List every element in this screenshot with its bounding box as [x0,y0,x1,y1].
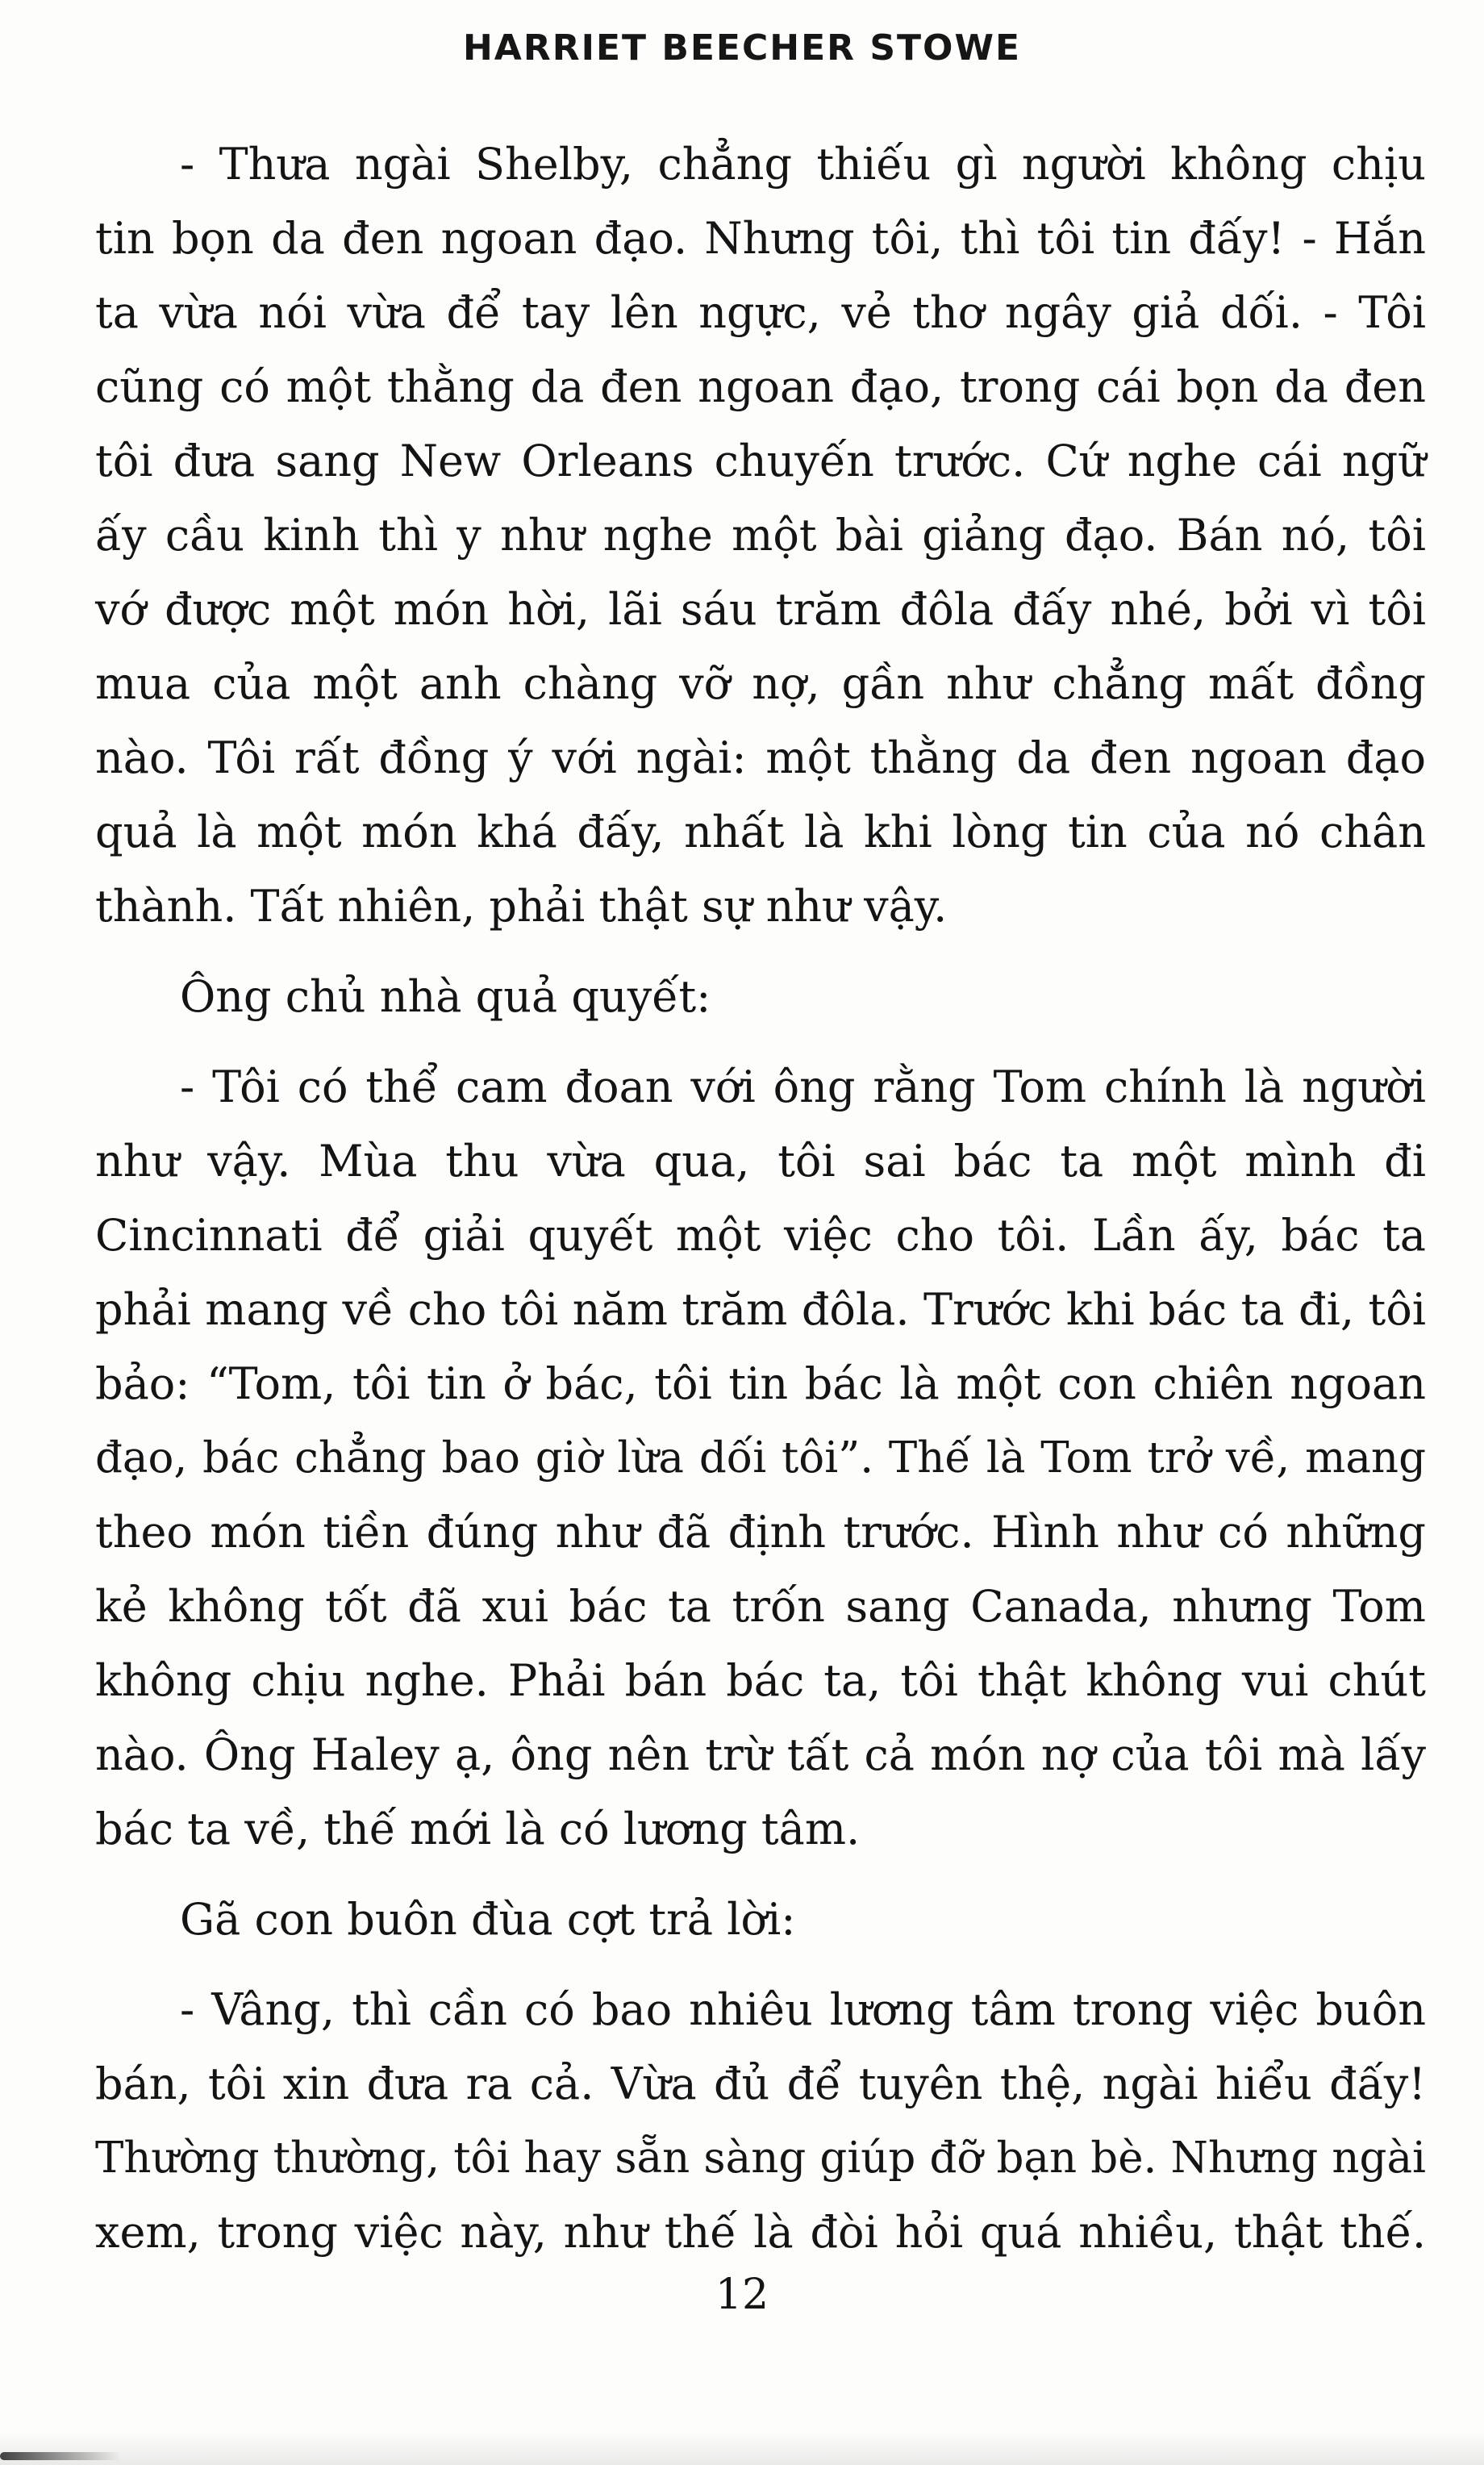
page-number: 12 [715,2271,769,2319]
text-line: bác ta về, thế mới là có lương tâm. [95,1804,861,1854]
text-line: quả là một món khá đấy, nhất là khi lòng tin của nó chân [95,807,1426,857]
text-line: như vậy. Mùa thu vừa qua, tôi sai bác ta một mình đi [95,1136,1426,1187]
text-line: - Thưa ngài Shelby, chẳng thiếu gì người không chịu [180,139,1426,190]
paragraph-gap [95,1034,1426,1050]
paragraph [95,960,1426,1034]
text-line: không chịu nghe. Phải bán bác ta, tôi thật không vui chút [95,1655,1426,1706]
paragraph [95,1050,1426,1866]
text-line: tôi đưa sang New Orleans chuyến trước. Cứ nghe cái ngữ [95,436,1426,486]
body-text [95,127,1426,2270]
text-line: kẻ không tốt đã xui bác ta trốn sang Canada, nhưng Tom [95,1581,1426,1632]
page-corner-mark [0,2452,121,2460]
text-line: Thường thường, tôi hay sẵn sàng giúp đỡ bạn bè. Nhưng ngài [95,2133,1426,2183]
text-line: - Vâng, thì cần có bao nhiêu lương tâm trong việc buôn [180,1984,1426,2035]
paragraph-gap [95,1957,1426,1973]
paragraph [95,1973,1426,2270]
paragraph-gap [95,1866,1426,1883]
text-line: Cincinnati để giải quyết một việc cho tôi. Lần ấy, bác ta [95,1210,1426,1261]
text-line: Gã con buôn đùa cợt trả lời: [180,1894,796,1945]
text-line: mua của một anh chàng vỡ nợ, gần như chẳng mất đồng [95,658,1426,709]
paragraph [95,1883,1426,1957]
text-line: đạo, bác chẳng bao giờ lừa dối tôi”. Thế là Tom trở về, mang [95,1433,1426,1483]
text-line: thành. Tất nhiên, phải thật sự như vậy. [95,881,948,932]
text-line: nào. Ông Haley ạ, ông nên trừ tất cả món nợ của tôi mà lấy [95,1729,1426,1780]
text-line: Ông chủ nhà quả quyết: [180,971,711,1022]
text-line: nào. Tôi rất đồng ý với ngài: một thằng da đen ngoan đạo [95,732,1426,783]
text-line: - Tôi có thể cam đoan với ông rằng Tom chính là người [180,1061,1426,1112]
text-line: phải mang về cho tôi năm trăm đôla. Trước khi bác ta đi, tôi [95,1284,1426,1335]
text-line: vớ được một món hời, lãi sáu trăm đôla đấy nhé, bởi vì tôi [95,584,1426,635]
text-line: ta vừa nói vừa để tay lên ngực, vẻ thơ ngây giả dối. - Tôi [95,287,1426,338]
text-line: xem, trong việc này, như thế là đòi hỏi quá nhiều, thật thế. [95,2207,1426,2258]
paragraph [95,127,1426,944]
text-line: cũng có một thằng da đen ngoan đạo, trong cái bọn da đen [95,361,1426,412]
paragraph-gap [95,944,1426,960]
text-line: bán, tôi xin đưa ra cả. Vừa đủ để tuyên thệ, ngài hiểu đấy! [95,2058,1426,2109]
running-header: HARRIET BEECHER STOWE [462,27,1022,69]
text-line: tin bọn da đen ngoan đạo. Nhưng tôi, thì tôi tin đấy! - Hắn [95,213,1426,264]
page-edge-shadow [0,2433,1484,2465]
text-line: bảo: “Tom, tôi tin ở bác, tôi tin bác là một con chiên ngoan [95,1358,1426,1409]
text-line: theo món tiền đúng như đã định trước. Hình như có những [95,1507,1426,1558]
text-line: ấy cầu kinh thì y như nghe một bài giảng đạo. Bán nó, tôi [95,510,1426,561]
